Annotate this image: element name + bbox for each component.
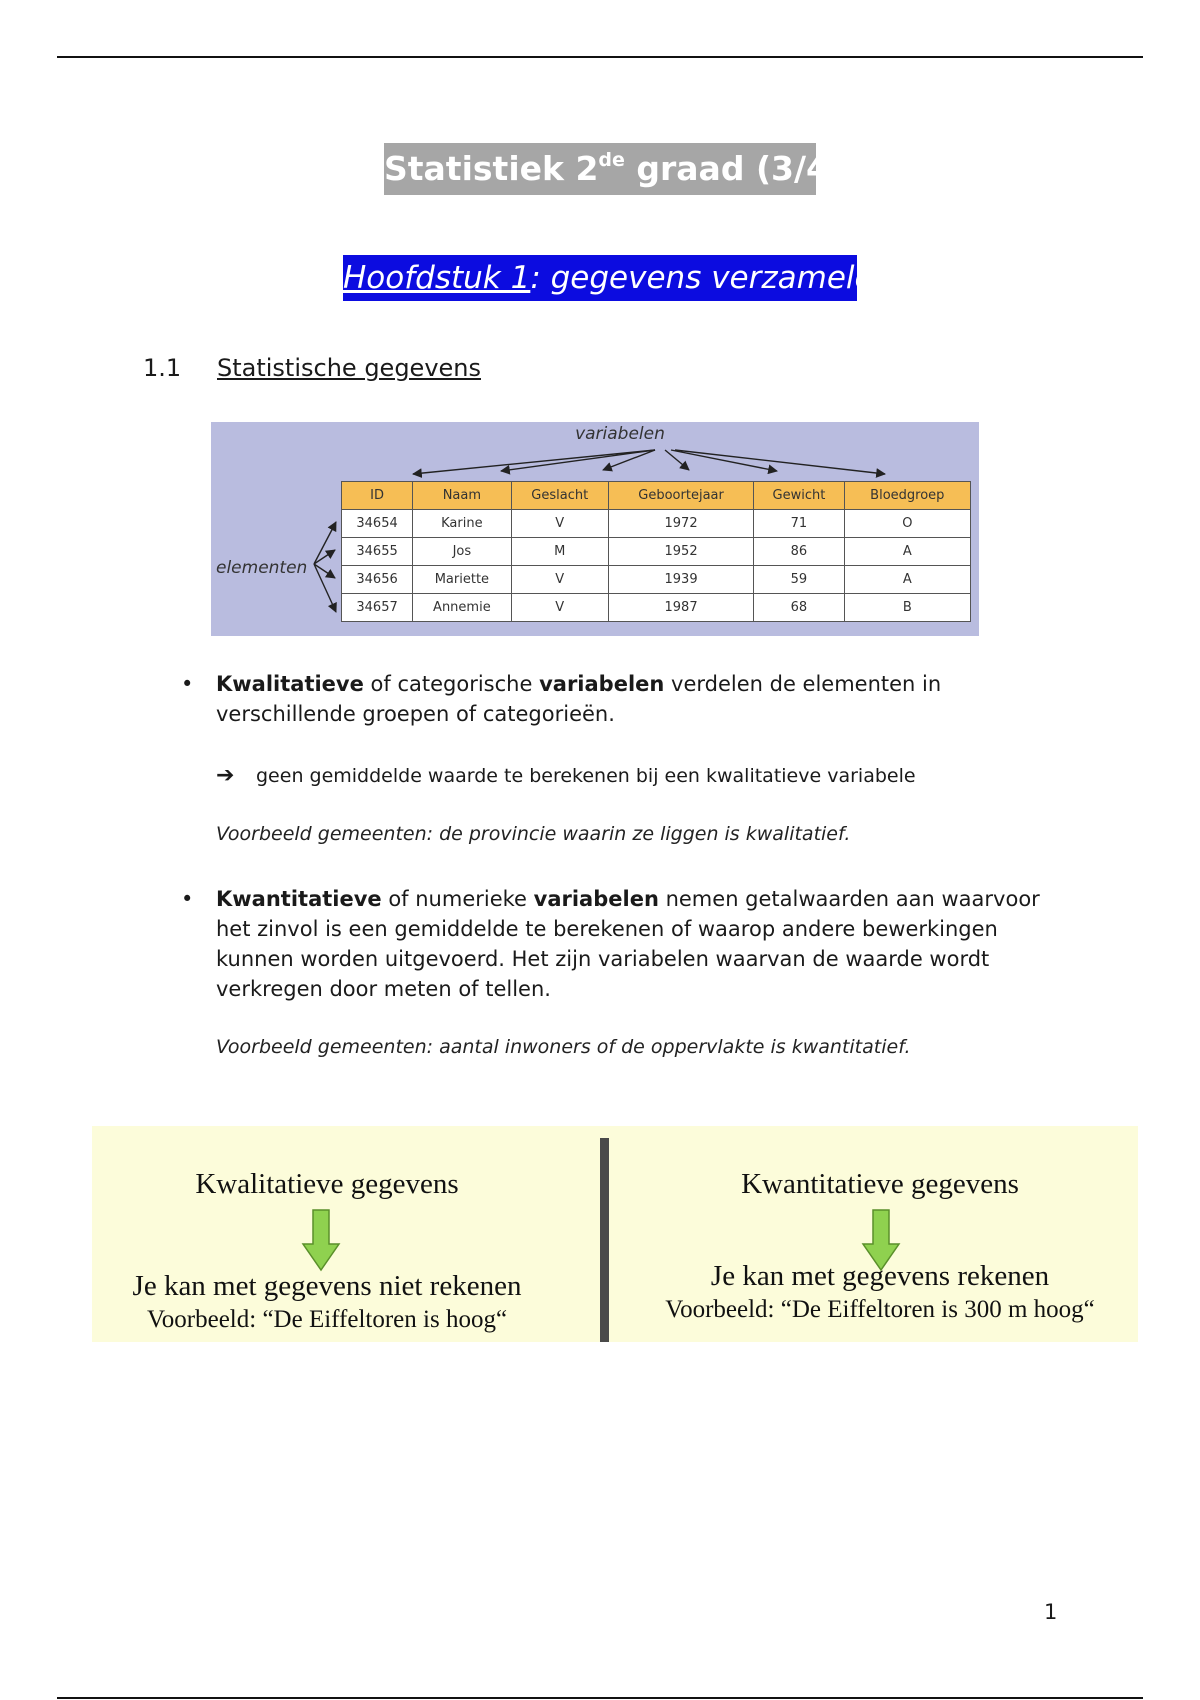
chapter-heading [343, 255, 894, 301]
arrow-to-bloedgroep [675, 450, 885, 474]
bullet-qualitative: • [181, 672, 194, 696]
table-cell: O [844, 510, 970, 538]
elements-label: elementen [216, 558, 308, 578]
comparison-panel [92, 1126, 1138, 1342]
section-heading [143, 352, 481, 384]
table-cell: B [844, 594, 970, 622]
section-title: Statistische gegevens [217, 354, 481, 382]
arrow-to-id [413, 450, 655, 474]
top-rule [57, 56, 1143, 58]
bottom-rule [57, 1697, 1143, 1699]
data-table [341, 481, 971, 622]
qualitative-example: Voorbeeld gemeenten: de provincie waarin ze liggen is kwalitatief. [216, 823, 851, 845]
arrow-to-row-1 [314, 522, 336, 564]
qualitative-paragraph [216, 669, 1056, 729]
term-qualitative: Kwalitatieve [216, 672, 364, 696]
title-text-rest: graad (3/4) [624, 149, 845, 188]
text: verdelen de elementen in verschillende groepen of categorieën. [216, 672, 942, 726]
table-cell: V [511, 566, 608, 594]
table-cell: 1952 [608, 538, 753, 566]
document-title [384, 143, 845, 195]
term-variables: variabelen [539, 672, 665, 696]
quantitative-heading: Kwantitatieve gegevens [741, 1168, 1019, 1200]
quantitative-column [622, 1126, 1138, 1342]
section-number: 1.1 [143, 354, 182, 382]
table-cell: 71 [754, 510, 844, 538]
qualitative-note [216, 763, 916, 788]
header-cell: Naam [413, 482, 512, 510]
header-cell: Gewicht [754, 482, 844, 510]
quantitative-paragraph [216, 884, 1056, 1004]
text: of numerieke [381, 887, 534, 911]
table-cell: M [511, 538, 608, 566]
table-cell: A [844, 538, 970, 566]
quantitative-statement: Je kan met gegevens rekenen [710, 1260, 1050, 1292]
variables-elements-diagram [211, 422, 979, 636]
header-cell: ID [342, 482, 413, 510]
term-variables: variabelen [533, 887, 659, 911]
qualitative-example-quote: Voorbeeld: “De Eiffeltoren is hoog“ [146, 1306, 508, 1333]
table-row [342, 538, 971, 566]
table-row [342, 510, 971, 538]
table-cell: 1939 [608, 566, 753, 594]
note-text: geen gemiddelde waarde te berekenen bij een kwalitatieve variabele [256, 765, 916, 787]
table-cell: 59 [754, 566, 844, 594]
quantitative-example: Voorbeeld gemeenten: aantal inwoners of de oppervlakte is kwantitatief. [216, 1036, 911, 1058]
term-quantitative: Kwantitatieve [216, 887, 382, 911]
variables-label: variabelen [575, 424, 665, 444]
down-arrow-icon [301, 1208, 341, 1272]
table-cell: 1972 [608, 510, 753, 538]
header-cell: Geslacht [511, 482, 608, 510]
chapter-title: : gegevens verzamelen [530, 260, 894, 296]
table-cell: Jos [413, 538, 512, 566]
text: nemen getalwaarden aan waarvoor het zinvol is een gemiddelde te berekenen of waarop andere bewerkingen kunnen worden uitgevoerd. Het zijn variabelen waarvan de waarde wordt verkregen door meten of tellen. [216, 887, 1040, 1001]
table-header-row [342, 482, 971, 510]
table-cell: 34654 [342, 510, 413, 538]
table-cell: 86 [754, 538, 844, 566]
chapter-link[interactable]: Hoofdstuk 1 [343, 260, 531, 296]
qualitative-column [92, 1126, 562, 1342]
arrow-to-naam [501, 450, 655, 471]
table-cell: 34655 [342, 538, 413, 566]
table-cell: Annemie [413, 594, 512, 622]
title-text: Statistiek 2 [384, 149, 599, 188]
header-cell: Bloedgroep [844, 482, 970, 510]
table-cell: 1987 [608, 594, 753, 622]
qualitative-heading: Kwalitatieve gegevens [195, 1168, 459, 1200]
bullet-quantitative: • [181, 887, 194, 911]
table-cell: 34656 [342, 566, 413, 594]
table-cell: V [511, 594, 608, 622]
table-row [342, 566, 971, 594]
comparison-divider [600, 1138, 609, 1342]
table-cell: A [844, 566, 970, 594]
table-row [342, 594, 971, 622]
text: of categorische [363, 672, 540, 696]
table-cell: 34657 [342, 594, 413, 622]
table-cell: 68 [754, 594, 844, 622]
table-cell: Karine [413, 510, 512, 538]
quantitative-example-quote: Voorbeeld: “De Eiffeltoren is 300 m hoog“ [665, 1296, 1095, 1323]
table-cell: Mariette [413, 566, 512, 594]
qualitative-statement: Je kan met gegevens niet rekenen [132, 1270, 522, 1302]
page-number: 1 [1044, 1600, 1058, 1624]
header-cell: Geboortejaar [608, 482, 753, 510]
table-cell: V [511, 510, 608, 538]
right-arrow-icon: ➔ [216, 763, 235, 788]
title-superscript: de [598, 149, 625, 171]
